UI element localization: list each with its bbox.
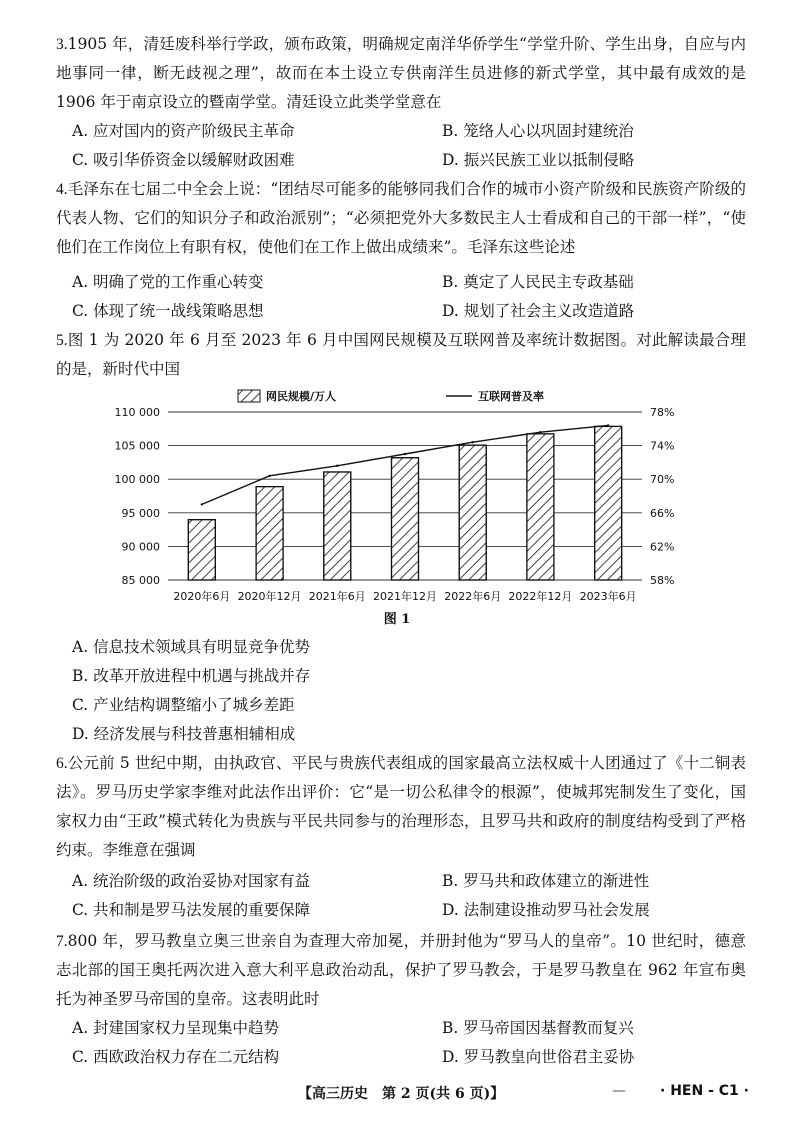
footer-page-info: 【高三历史 第 2 页(共 6 页)】 [298,1086,505,1102]
option-d[interactable]: D. 法制建设推动罗马社会发展 [442,901,650,919]
left-axis-tick-label: 90 000 [121,540,160,554]
line-point [607,424,609,426]
option-b[interactable]: B. 笼络人心以巩固封建统治 [442,122,634,140]
option-a[interactable]: A. 统治阶级的政治妥协对国家有益 [72,872,311,890]
question-number: 3. [56,36,68,53]
figure-1-chart [80,384,720,630]
left-axis-tick-label: 85 000 [121,574,160,587]
option-a[interactable]: A. 明确了党的工作重心转变 [72,273,264,291]
right-axis-tick-label: 74% [650,439,675,453]
line-point [268,475,270,477]
option-b[interactable]: B. 罗马帝国因基督教而复兴 [442,1019,634,1037]
question-3-options-row-1 [72,117,752,146]
question-7-stem [56,927,746,1014]
option-b[interactable]: B. 罗马共和政体建立的渐进性 [442,872,650,890]
right-axis-tick-label: 58% [650,574,675,587]
right-axis-tick-label: 66% [650,506,675,520]
question-6-options-row-2 [72,896,752,925]
option-a[interactable]: A. 封建国家权力呈现集中趋势 [72,1019,280,1037]
question-4-options-row-2 [72,297,752,326]
left-axis-tick-label: 100 000 [114,473,160,487]
question-7-options-row-1 [72,1014,752,1043]
question-number: 7. [56,933,68,950]
question-4-options-row-1 [72,268,752,297]
page-footer [0,1083,794,1107]
category-label: 2021年12月 [373,590,437,603]
category-label: 2020年12月 [237,590,302,603]
line-point [404,453,406,455]
line-point [336,465,338,467]
chart-svg [80,384,720,630]
bar [256,487,283,580]
bar [527,434,554,580]
line-point [539,431,541,433]
question-text: 图 1 为 2020 年 6 月至 2023 年 6 月中国网民规模及互联网普及率统计数据图。对此解读最合理的是，新时代中国 [56,331,746,378]
question-number: 4. [56,181,68,198]
option-c[interactable]: C. 吸引华侨资金以缓解财政困难 [72,151,295,169]
footer-dash: — [612,1083,626,1099]
question-3-options-row-2 [72,146,752,175]
question-6-stem [56,749,746,865]
category-label: 2022年12月 [508,590,573,603]
footer-code: · HEN - C1 · [660,1083,749,1099]
option-a[interactable]: A. 信息技术领域具有明显竞争优势 [72,638,311,656]
option-d[interactable]: D. 振兴民族工业以抵制侵略 [442,151,635,169]
legend-bar-label: 网民规模/万人 [266,390,337,403]
legend-bar-swatch [238,390,260,402]
option-c[interactable]: C. 产业结构调整缩小了城乡差距 [72,696,295,714]
question-text: 公元前 5 世纪中期，由执政官、平民与贵族代表组成的国家最高立法权威十人团通过了《十二铜表法》。罗马历史学家李维对此法作出评价：它“是一切公私律令的根源”，使城邦宪制发生了变化，国家权力由“王政”模式转化为贵族与平民共同参与的治理形态，且罗马共和政府的制度结构受到了严格约束。李维意在强调 [56,754,746,859]
category-label: 2022年6月 [444,590,502,603]
option-c[interactable]: C. 共和制是罗马法发展的重要保障 [72,901,311,919]
question-4-stem [56,175,746,262]
right-axis-tick-label: 78% [650,406,675,419]
option-d[interactable]: D. 规划了社会主义改造道路 [442,302,635,320]
category-label: 2023年6月 [579,590,637,603]
question-3-stem [56,30,746,117]
option-d[interactable]: D. 罗马教皇向世俗君主妥协 [442,1048,635,1066]
option-d[interactable]: D. 经济发展与科技普惠相辅相成 [72,725,296,743]
option-c[interactable]: C. 体现了统一战线策略思想 [72,302,264,320]
left-axis-tick-label: 105 000 [114,439,160,453]
question-number: 5. [56,332,68,349]
figure-caption: 图 1 [383,612,411,627]
question-5-stem [56,326,746,384]
category-label: 2020年6月 [173,590,231,603]
question-6-options-row-1 [72,867,752,896]
right-axis-tick-label: 62% [650,540,675,554]
bar [392,458,419,580]
line-point [472,441,474,443]
question-number: 6. [56,755,68,772]
bar [188,520,215,580]
category-label: 2021年6月 [308,590,366,603]
line-point [201,503,203,505]
option-b[interactable]: B. 奠定了人民民主专政基础 [442,273,634,291]
option-c[interactable]: C. 西欧政治权力存在二元结构 [72,1048,280,1066]
question-text: 800 年，罗马教皇立奥三世亲自为查理大帝加冕，并册封他为“罗马人的皇帝”。10 世纪时，德意志北部的国王奥托两次进入意大利平息政治动乱，保护了罗马教会，于是罗马教皇在 962 年宣布奥托为神圣罗马帝国的皇帝。这表明此时 [56,932,746,1008]
question-text: 毛泽东在七届二中全会上说：“团结尽可能多的能够同我们合作的城市小资产阶级和民族资产阶级的代表人物、它们的知识分子和政治派别”；“必须把党外大多数民主人士看成和自己的干部一样”，“使他们在工作岗位上有职有权，使他们在工作上做出成绩来”。毛泽东这些论述 [56,180,746,256]
option-a[interactable]: A. 应对国内的资产阶级民主革命 [72,122,295,140]
bar [595,426,622,580]
option-b[interactable]: B. 改革开放进程中机遇与挑战并存 [72,667,311,685]
bar [324,472,351,580]
legend-line-label: 互联网普及率 [478,390,544,403]
right-axis-tick-label: 70% [650,473,675,487]
left-axis-tick-label: 95 000 [121,506,160,520]
bar [459,445,486,580]
left-axis-tick-label: 110 000 [114,406,160,419]
question-text: 1905 年，清廷废科举行学政，颁布政策，明确规定南洋华侨学生“学堂升阶、学生出身，自应与内地事同一律，断无歧视之理”，故而在本土设立专供南洋生员进修的新式学堂，其中最有成效的是 1906 年于南京设立的暨南学堂。清廷设立此类学堂意在 [56,35,746,111]
question-7-options-row-2 [72,1043,752,1072]
